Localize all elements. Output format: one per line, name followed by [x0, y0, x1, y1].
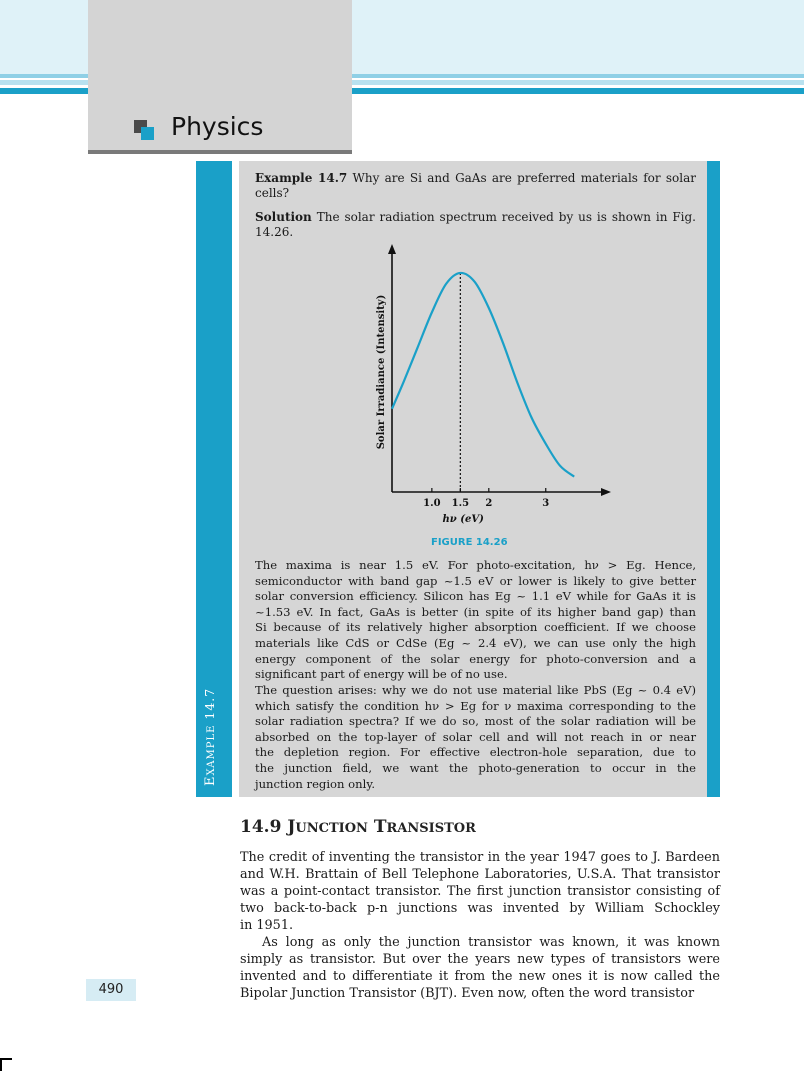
paragraph-line: absorbed on the top-layer of solar cell and will not reach in or near — [255, 729, 696, 744]
page-title: Physics — [171, 112, 264, 141]
paragraph-line: materials like CdS or CdSe (Eg ~ 2.4 eV), we can use only the high — [255, 635, 696, 650]
paragraph-line: invented and to differentiate it from the new ones it is now called the — [240, 969, 720, 984]
section-title-rest: UNCTION — [295, 821, 368, 836]
section-paragraph-2 — [240, 934, 720, 1002]
x-tick-label: 1.5 — [451, 498, 470, 509]
y-axis-arrow — [388, 244, 396, 254]
section-title-initial: T — [373, 817, 387, 837]
x-tick-label: 1.0 — [423, 498, 441, 509]
paragraph-line: ~1.53 eV. In fact, GaAs is better (in spite of its higher band gap) than — [255, 604, 696, 619]
paragraph-line: Si because of its relatively higher absorption coefficient. If we choose — [255, 620, 696, 635]
paragraph-line: which satisfy the condition hν > Eg for ν maxima corresponding to the — [255, 698, 696, 713]
page-number: 490 — [98, 982, 124, 997]
example-right-bar — [707, 161, 720, 797]
irradiance-curve — [392, 273, 574, 477]
paragraph-line: The maxima is near 1.5 eV. For photo-excitation, hν > Eg. Hence, — [255, 558, 696, 572]
paragraph-line: the depletion region. For effective electron-hole separation, due to — [255, 745, 696, 760]
paragraph-line: As long as only the junction transistor was known, it was known — [262, 935, 720, 950]
paragraph-line: junction region only. — [255, 776, 376, 791]
solar-spectrum-chart — [360, 238, 620, 528]
x-axis-label: hν (eV) — [442, 514, 484, 525]
example-paragraph-1 — [255, 558, 696, 683]
paragraph-line: solar conversion efficiency. Silicon has Eg ~ 1.1 eV while for GaAs it is — [255, 589, 696, 604]
crop-mark-bottom-left-h — [0, 1058, 12, 1060]
paragraph-line: The credit of inventing the transistor in the year 1947 goes to J. Bardeen — [240, 850, 720, 865]
x-axis-arrow — [601, 488, 611, 496]
example-solution — [255, 210, 696, 240]
example-side-label: EXAMPLE 14.7 — [202, 687, 218, 786]
paragraph-line: in 1951. — [240, 918, 294, 933]
example-question-text: Why are Si and GaAs are preferred materials for solar cells? — [255, 171, 697, 200]
solution-label: Solution — [255, 210, 312, 224]
paragraph-line: two back-to-back p-n junctions was invented by William Schockley — [240, 901, 720, 916]
paragraph-line: solar radiation spectra? If we do so, most of the solar radiation will be — [255, 714, 696, 729]
x-tick-label: 3 — [542, 498, 550, 509]
x-tick-label: 2 — [485, 498, 493, 509]
paragraph-line: was a point-contact transistor. The first junction transistor consisting of — [240, 884, 720, 899]
paragraph-line: simply as transistor. But over the years new types of transistors were — [240, 952, 720, 967]
paragraph-line: semiconductor with band gap ~1.5 eV or lower is likely to give better — [255, 573, 696, 588]
paragraph-line: energy component of the solar energy for photo-conversion and a — [255, 651, 696, 666]
section-heading — [240, 817, 476, 837]
example-number: Example 14.7 — [255, 171, 348, 185]
logo-square-icon — [141, 127, 154, 140]
example-question — [255, 171, 696, 201]
figure-caption: FIGURE 14.26 — [431, 537, 508, 548]
paragraph-line: and W.H. Brattain of Bell Telephone Laboratories, U.S.A. That transistor — [240, 867, 720, 882]
paragraph-line: significant part of energy will be of no use. — [255, 667, 508, 682]
paragraph-line: Bipolar Junction Transistor (BJT). Even now, often the word transistor — [240, 986, 695, 1001]
solution-text: The solar radiation spectrum received by us is shown in Fig. 14.26. — [255, 210, 696, 239]
example-paragraph-2 — [255, 683, 696, 792]
section-paragraph-1 — [240, 849, 720, 934]
y-axis-label: Solar Irradiance (Intensity) — [376, 294, 387, 450]
header-title-box-border — [88, 150, 352, 154]
paragraph-line: the junction field, we want the photo-generation to occur in the — [255, 760, 696, 775]
paragraph-line: The question arises: why we do not use material like PbS (Eg ~ 0.4 eV) — [255, 683, 696, 697]
section-number: 14.9 — [240, 817, 288, 837]
section-title-rest: RANSISTOR — [386, 821, 476, 836]
section-title-initial: J — [287, 817, 296, 837]
